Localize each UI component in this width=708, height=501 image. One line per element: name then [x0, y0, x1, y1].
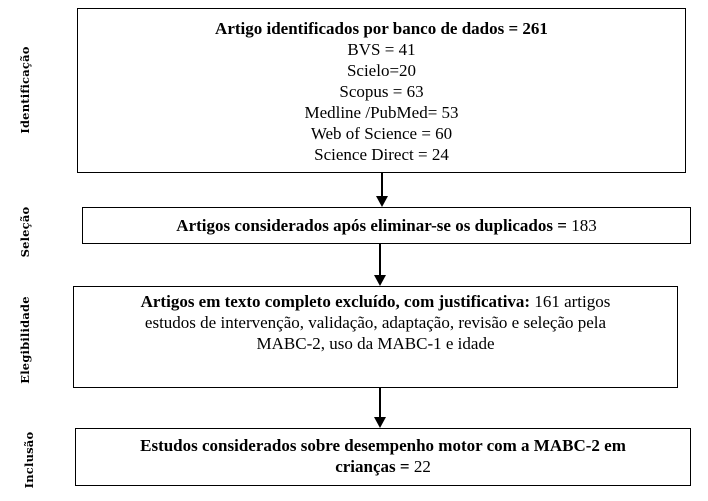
- database-count-scopus: Scopus = 63: [339, 82, 424, 101]
- identification-title: Artigo identificados por banco de dados = 261: [215, 19, 548, 38]
- inclusion-label-line-1: Estudos considerados sobre desempenho motor com a MABC-2 em: [140, 436, 626, 455]
- database-count-bvs: BVS = 41: [347, 40, 416, 59]
- stage-label-inclusao: Inclusão: [22, 431, 36, 489]
- inclusion-count: 22: [409, 457, 431, 476]
- arrow-connector: [381, 173, 383, 197]
- arrow-down-icon: [374, 275, 386, 286]
- eligibility-box: [73, 286, 678, 388]
- exclusion-reasons-line-1: estudos de intervenção, validação, adaptação, revisão e seleção pela: [144, 313, 607, 332]
- arrow-down-icon: [376, 196, 388, 207]
- arrow-connector: [379, 388, 381, 418]
- database-count-scielo: Scielo=20: [346, 61, 417, 80]
- database-count-web-of-science: Web of Science = 60: [310, 124, 453, 143]
- inclusion-box: [75, 428, 691, 486]
- eligibility-count: 161 artigos: [530, 292, 611, 311]
- database-count-science-direct: Science Direct = 24: [314, 145, 449, 164]
- selection-box: [82, 207, 691, 244]
- eligibility-label: Artigos em texto completo excluído, com justificativa:: [140, 292, 531, 311]
- selection-count: 183: [566, 216, 597, 235]
- stage-label-elegibilidade: Elegibilidade: [18, 296, 32, 384]
- selection-label: Artigos considerados após eliminar-se os duplicados =: [176, 216, 567, 235]
- database-count-medline-pubmed: Medline /PubMed= 53: [304, 103, 459, 122]
- stage-label-identificacao: Identificação: [18, 46, 32, 134]
- arrow-connector: [379, 244, 381, 276]
- identification-box: [77, 8, 686, 173]
- exclusion-reasons-line-2: MABC-2, uso da MABC-1 e idade: [256, 334, 495, 353]
- inclusion-label-line-2: crianças =: [335, 457, 410, 476]
- stage-label-selecao: Seleção: [18, 206, 32, 258]
- arrow-down-icon: [374, 417, 386, 428]
